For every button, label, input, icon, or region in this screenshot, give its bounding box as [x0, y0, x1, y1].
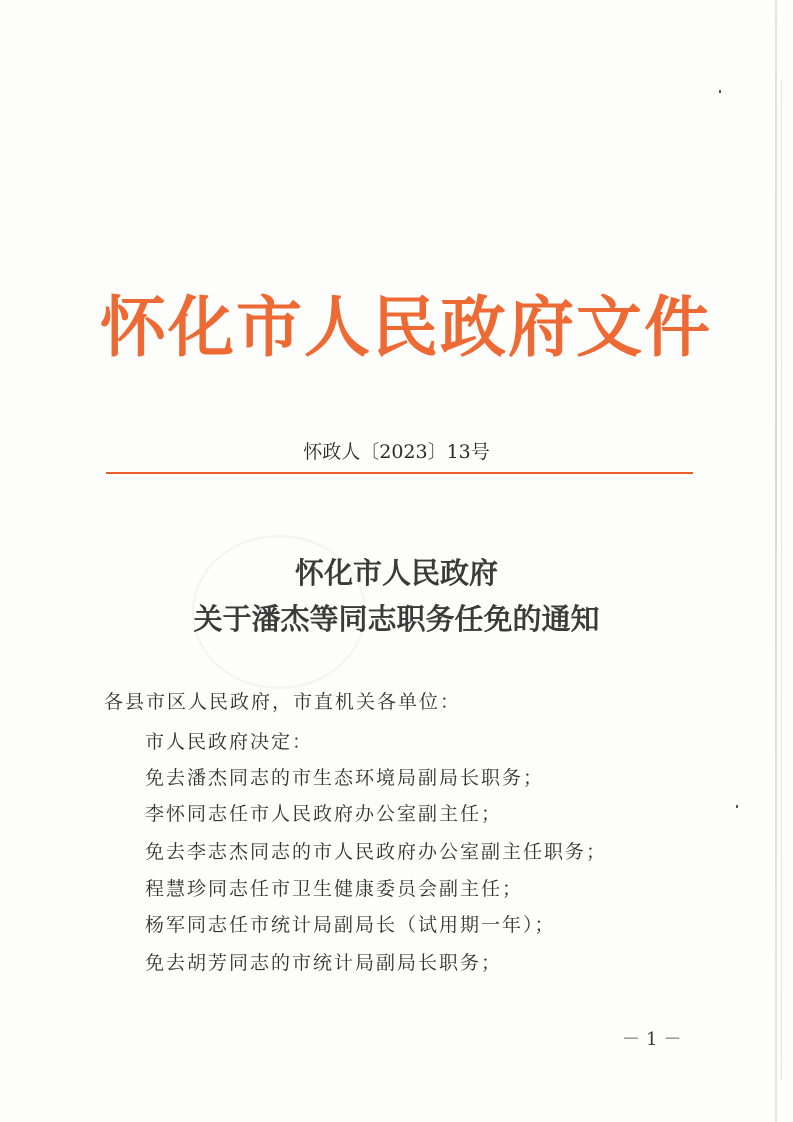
- page-number: －1－: [622, 1029, 688, 1050]
- document-number: 怀政人〔2023〕13号: [303, 441, 490, 463]
- scan-speck: [736, 805, 738, 808]
- body-paragraph: 市人民政府决定：: [145, 731, 314, 753]
- body-paragraph: 程慧珍同志任市卫生健康委员会副主任；: [145, 878, 524, 900]
- body-paragraph: 免去李志杰同志的市人民政府办公室副主任职务；: [145, 841, 608, 863]
- notice-title-line1: 怀化市人民政府: [294, 556, 498, 590]
- notice-title-line2: 关于潘杰等同志职务任免的通知: [193, 602, 600, 636]
- body-paragraph: 杨军同志任市统计局副局长（试用期一年）；: [145, 914, 556, 936]
- header-red-rule: [106, 472, 693, 474]
- body-paragraph: 李怀同志任市人民政府办公室副主任；: [145, 803, 503, 825]
- body-paragraph: 免去胡芳同志的市统计局副局长职务；: [145, 952, 503, 974]
- scan-edge: [775, 0, 777, 1122]
- salutation: 各县市区人民政府，市直机关各单位：: [104, 691, 462, 713]
- scan-edge-inner: [781, 80, 782, 1080]
- document-header-title: 怀化市人民政府文件: [100, 288, 712, 366]
- body-paragraph: 免去潘杰同志的市生态环境局副局长职务；: [145, 767, 545, 789]
- scan-speck: [719, 90, 721, 93]
